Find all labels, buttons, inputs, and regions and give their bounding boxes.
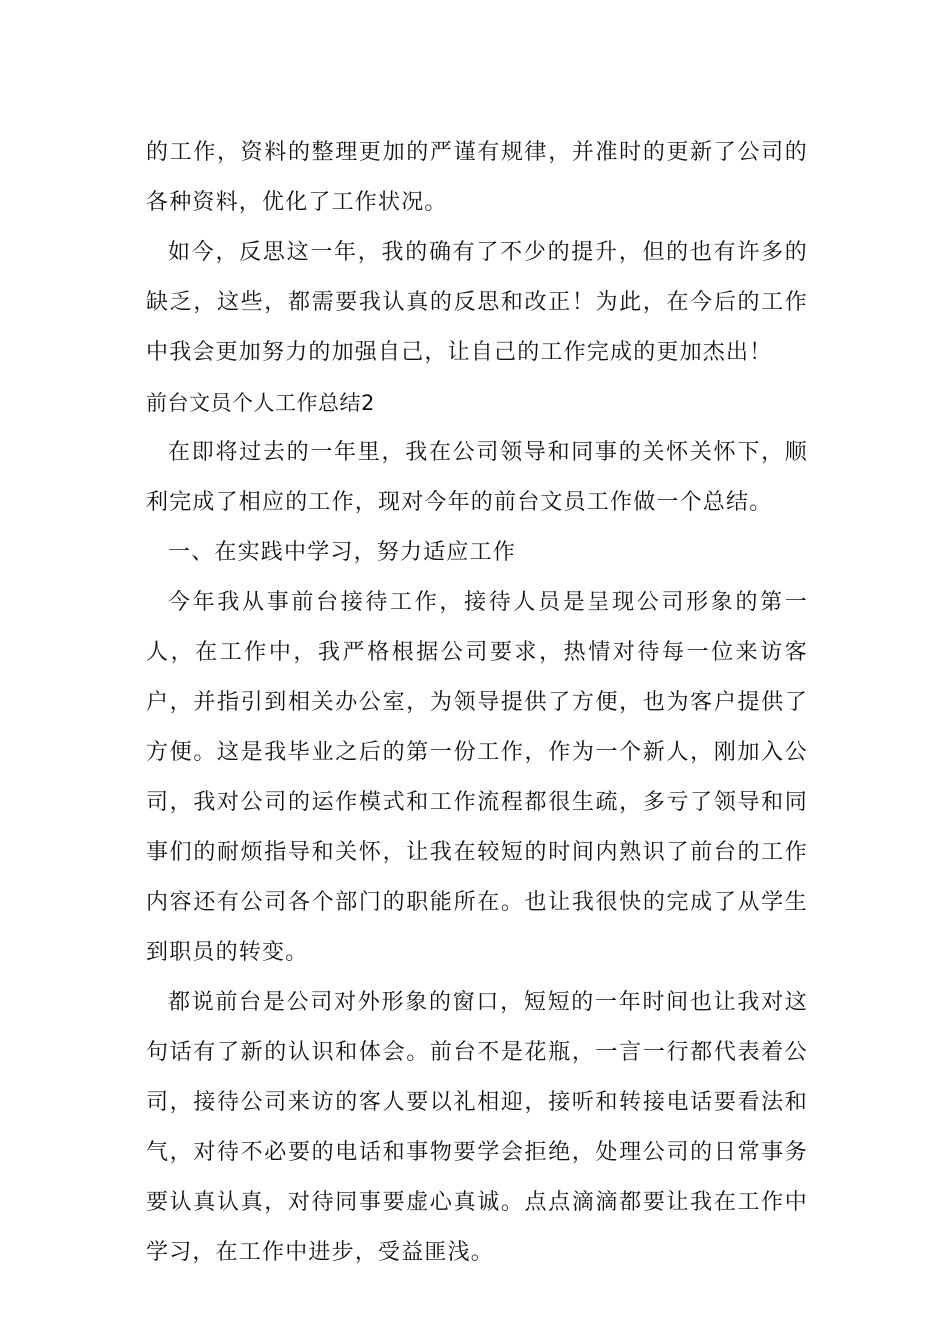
paragraph-reflection: 如今，反思这一年，我的确有了不少的提升，但的也有许多的缺乏，这些，都需要我认真的反思和改正！为此，在今后的工作中我会更加努力的加强自己，让自己的工作完成的更加杰出！ [146, 240, 808, 365]
section-title: 前台文员个人工作总结2 [146, 391, 375, 415]
paragraph-continuation: 的工作，资料的整理更加的严谨有规律，并准时的更新了公司的各种资料，优化了工作状况。 [146, 140, 808, 215]
document-body [146, 128, 808, 1278]
subsection-heading: 一、在实践中学习，努力适应工作 [168, 540, 517, 565]
paragraph-front-desk-image: 都说前台是公司对外形象的窗口，短短的一年时间也让我对这句话有了新的认识和体会。前台不是花瓶，一言一行都代表着公司，接待公司来访的客人要以礼相迎，接听和转接电话要看法和气，对待不必要的电话和事物要学会拒绝，处理公司的日常事务要认真认真，对待同事要虚心真诚。点点滴滴都要让我在工作中学习，在工作中进步，受益匪浅。 [146, 990, 808, 1265]
paragraph-intro: 在即将过去的一年里，我在公司领导和同事的关怀关怀下，顺利完成了相应的工作，现对今年的前台文员工作做一个总结。 [146, 440, 808, 515]
paragraph-reception-work: 今年我从事前台接待工作，接待人员是呈现公司形象的第一人，在工作中，我严格根据公司要求，热情对待每一位来访客户，并指引到相关办公室，为领导提供了方便，也为客户提供了方便。这是我毕业之后的第一份工作，作为一个新人，刚加入公司，我对公司的运作模式和工作流程都很生疏，多亏了领导和同事们的耐烦指导和关怀，让我在较短的时间内熟识了前台的工作内容还有公司各个部门的职能所在。也让我很快的完成了从学生到职员的转变。 [146, 590, 808, 965]
